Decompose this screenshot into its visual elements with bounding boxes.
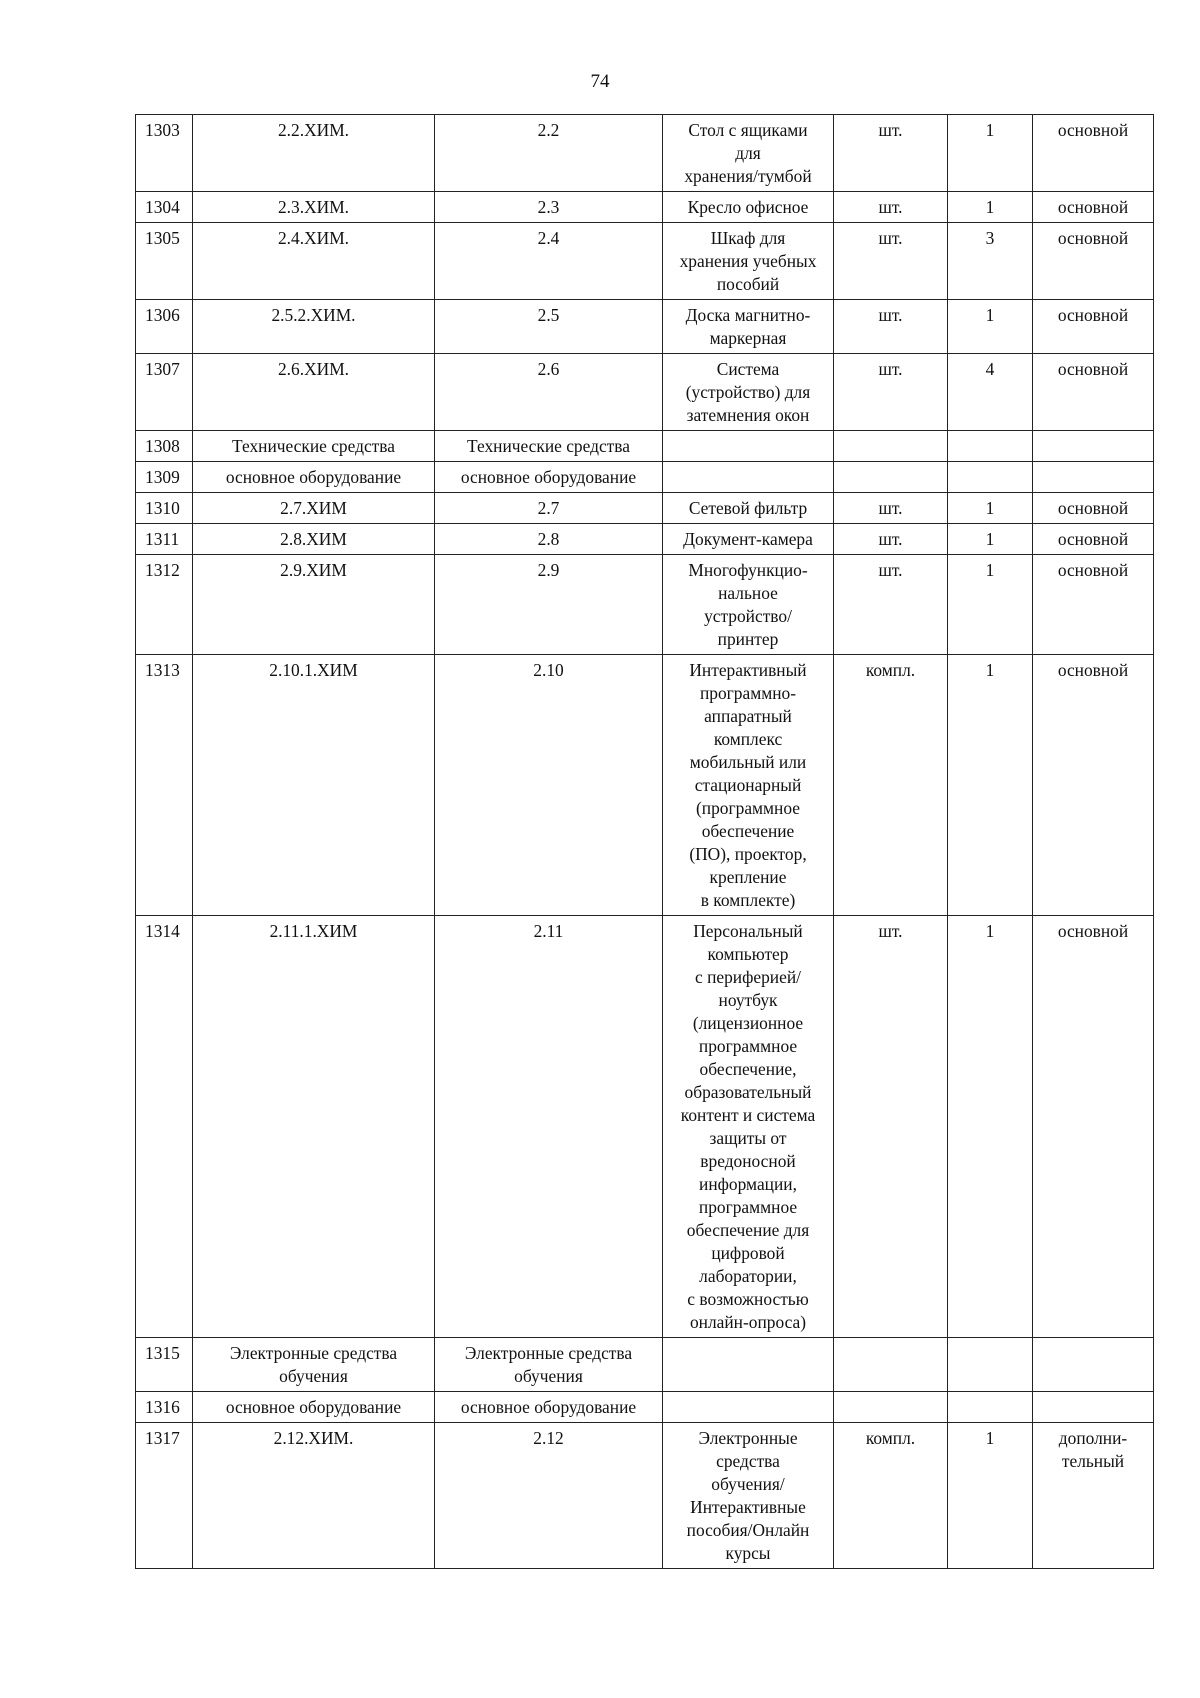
ref-cell: 2.12	[435, 1423, 663, 1569]
quantity-cell: 1	[948, 1423, 1033, 1569]
quantity-cell	[948, 431, 1033, 462]
table-row	[136, 655, 1154, 916]
ref-cell: Технические средства	[435, 431, 663, 462]
ref-cell: 2.11	[435, 916, 663, 1338]
ref-cell: основное оборудование	[435, 1392, 663, 1423]
type-cell	[1033, 1392, 1154, 1423]
unit-cell: шт.	[834, 115, 948, 192]
table-row	[136, 916, 1154, 1338]
quantity-cell: 1	[948, 916, 1033, 1338]
type-cell: основной	[1033, 223, 1154, 300]
code-cell: 2.12.ХИМ.	[193, 1423, 435, 1569]
quantity-cell	[948, 1338, 1033, 1392]
ref-cell: 2.10	[435, 655, 663, 916]
unit-cell: шт.	[834, 300, 948, 354]
code-cell: основное оборудование	[193, 1392, 435, 1423]
quantity-cell: 1	[948, 493, 1033, 524]
table-row	[136, 524, 1154, 555]
code-cell: 2.9.ХИМ	[193, 555, 435, 655]
code-cell: 2.5.2.ХИМ.	[193, 300, 435, 354]
ref-cell: 2.3	[435, 192, 663, 223]
row-number-cell: 1303	[136, 115, 193, 192]
type-cell	[1033, 431, 1154, 462]
equipment-table	[135, 114, 1154, 1569]
unit-cell: шт.	[834, 192, 948, 223]
name-cell: Кресло офисное	[663, 192, 834, 223]
table-row	[136, 431, 1154, 462]
type-cell: дополни- тельный	[1033, 1423, 1154, 1569]
name-cell	[663, 1338, 834, 1392]
code-cell: 2.11.1.ХИМ	[193, 916, 435, 1338]
type-cell	[1033, 462, 1154, 493]
quantity-cell: 1	[948, 192, 1033, 223]
name-cell: Документ-камера	[663, 524, 834, 555]
code-cell: 2.7.ХИМ	[193, 493, 435, 524]
row-number-cell: 1304	[136, 192, 193, 223]
name-cell	[663, 431, 834, 462]
unit-cell	[834, 1392, 948, 1423]
code-cell: 2.10.1.ХИМ	[193, 655, 435, 916]
quantity-cell: 3	[948, 223, 1033, 300]
unit-cell	[834, 1338, 948, 1392]
name-cell: Стол с ящиками для хранения/тумбой	[663, 115, 834, 192]
type-cell: основной	[1033, 300, 1154, 354]
name-cell	[663, 462, 834, 493]
ref-cell: 2.4	[435, 223, 663, 300]
code-cell: 2.4.ХИМ.	[193, 223, 435, 300]
row-number-cell: 1306	[136, 300, 193, 354]
row-number-cell: 1313	[136, 655, 193, 916]
quantity-cell: 1	[948, 524, 1033, 555]
code-cell: 2.6.ХИМ.	[193, 354, 435, 431]
type-cell: основной	[1033, 115, 1154, 192]
quantity-cell: 1	[948, 300, 1033, 354]
code-cell: основное оборудование	[193, 462, 435, 493]
type-cell	[1033, 1338, 1154, 1392]
row-number-cell: 1312	[136, 555, 193, 655]
name-cell: Доска магнитно- маркерная	[663, 300, 834, 354]
row-number-cell: 1305	[136, 223, 193, 300]
ref-cell: 2.7	[435, 493, 663, 524]
type-cell: основной	[1033, 493, 1154, 524]
name-cell: Электронные средства обучения/ Интерактивные пособия/Онлайн курсы	[663, 1423, 834, 1569]
row-number-cell: 1308	[136, 431, 193, 462]
table-row	[136, 1338, 1154, 1392]
table-row	[136, 1423, 1154, 1569]
page-number: 74	[590, 71, 610, 92]
table-row	[136, 300, 1154, 354]
table-row	[136, 462, 1154, 493]
table-row	[136, 555, 1154, 655]
name-cell	[663, 1392, 834, 1423]
code-cell: Электронные средства обучения	[193, 1338, 435, 1392]
row-number-cell: 1315	[136, 1338, 193, 1392]
table-body	[136, 115, 1154, 1569]
row-number-cell: 1307	[136, 354, 193, 431]
unit-cell: шт.	[834, 493, 948, 524]
quantity-cell: 1	[948, 115, 1033, 192]
ref-cell: Электронные средства обучения	[435, 1338, 663, 1392]
unit-cell: шт.	[834, 223, 948, 300]
table-row	[136, 1392, 1154, 1423]
table-row	[136, 223, 1154, 300]
row-number-cell: 1309	[136, 462, 193, 493]
ref-cell: 2.5	[435, 300, 663, 354]
quantity-cell: 1	[948, 555, 1033, 655]
ref-cell: 2.2	[435, 115, 663, 192]
ref-cell: 2.8	[435, 524, 663, 555]
code-cell: 2.2.ХИМ.	[193, 115, 435, 192]
type-cell: основной	[1033, 354, 1154, 431]
row-number-cell: 1311	[136, 524, 193, 555]
code-cell: 2.3.ХИМ.	[193, 192, 435, 223]
code-cell: Технические средства	[193, 431, 435, 462]
unit-cell	[834, 462, 948, 493]
unit-cell: компл.	[834, 655, 948, 916]
unit-cell: шт.	[834, 916, 948, 1338]
ref-cell: 2.6	[435, 354, 663, 431]
ref-cell: 2.9	[435, 555, 663, 655]
name-cell: Сетевой фильтр	[663, 493, 834, 524]
unit-cell: шт.	[834, 555, 948, 655]
type-cell: основной	[1033, 524, 1154, 555]
name-cell: Шкаф для хранения учебных пособий	[663, 223, 834, 300]
unit-cell: компл.	[834, 1423, 948, 1569]
type-cell: основной	[1033, 192, 1154, 223]
name-cell: Интерактивный программно- аппаратный комплекс мобильный или стационарный (программное обеспечение (ПО), проектор, крепление в комплекте)	[663, 655, 834, 916]
name-cell: Многофункцио- нальное устройство/ принтер	[663, 555, 834, 655]
name-cell: Система (устройство) для затемнения окон	[663, 354, 834, 431]
name-cell: Персональный компьютер с периферией/ ноутбук (лицензионное программное обеспечение, образовательный контент и система защиты от вредоносной информации, программное обеспечение для цифровой лаборатории, с возможностью онлайн-опроса)	[663, 916, 834, 1338]
table-row	[136, 354, 1154, 431]
table-row	[136, 115, 1154, 192]
code-cell: 2.8.ХИМ	[193, 524, 435, 555]
type-cell: основной	[1033, 555, 1154, 655]
ref-cell: основное оборудование	[435, 462, 663, 493]
unit-cell	[834, 431, 948, 462]
quantity-cell: 1	[948, 655, 1033, 916]
table-row	[136, 192, 1154, 223]
quantity-cell: 4	[948, 354, 1033, 431]
type-cell: основной	[1033, 916, 1154, 1338]
unit-cell: шт.	[834, 354, 948, 431]
row-number-cell: 1310	[136, 493, 193, 524]
row-number-cell: 1316	[136, 1392, 193, 1423]
type-cell: основной	[1033, 655, 1154, 916]
quantity-cell	[948, 462, 1033, 493]
row-number-cell: 1314	[136, 916, 193, 1338]
table-row	[136, 493, 1154, 524]
unit-cell: шт.	[834, 524, 948, 555]
quantity-cell	[948, 1392, 1033, 1423]
row-number-cell: 1317	[136, 1423, 193, 1569]
